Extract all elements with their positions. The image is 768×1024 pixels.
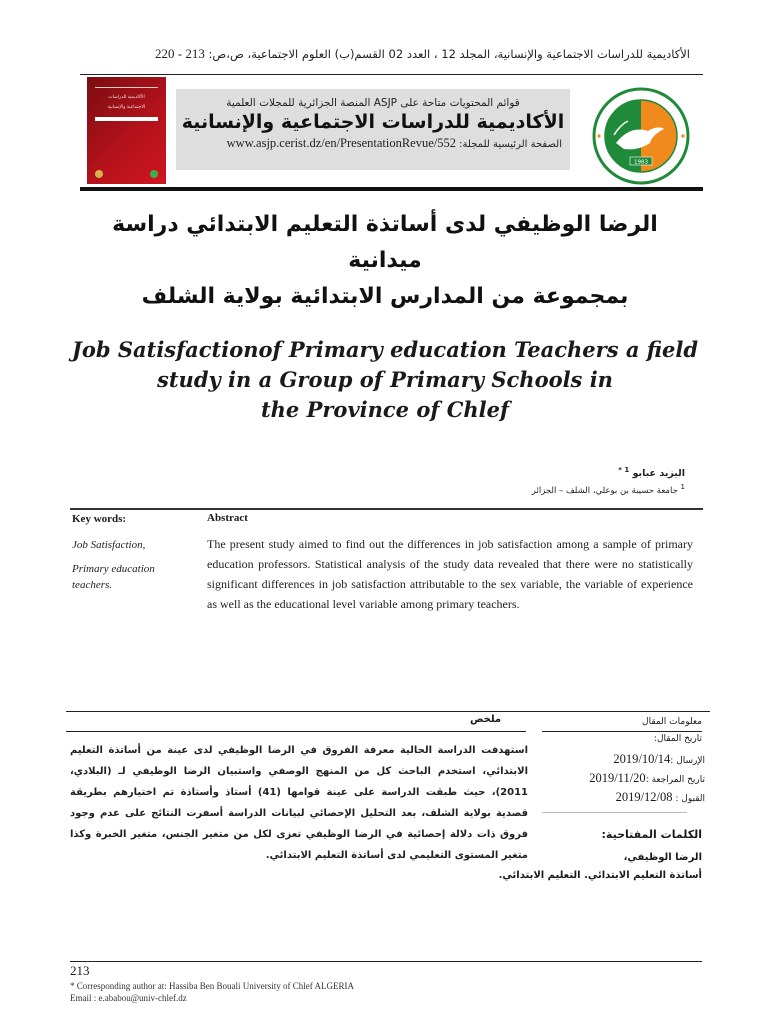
abstract-text: The present study aimed to find out the differences in job satisfaction among a sample of primary education professors. Statistical analysis of the study data revealed that there were no statistically significant differences in job satisfaction attributable to the sex variable, the variable of experience as well as the educational level variable among primary teachers. (207, 537, 693, 611)
running-head-text: الأكاديمية للدراسات الاجتماعية والإنسانية، المجلد 12 ، العدد 02 القسم(ب) العلوم الاجتماعية، ص،ص: (204, 47, 690, 61)
cover-university-icon (150, 170, 158, 178)
abstract-label: Abstract (207, 512, 248, 524)
banner-homepage (176, 136, 570, 151)
running-head-pages: 213 - 220 (154, 46, 205, 61)
banner-homepage-url[interactable]: www.asjp.cerist.dz/en/PresentationRevue/552 (226, 136, 456, 150)
english-title-line3: the Province of Chlef (260, 397, 510, 422)
date-label: القبول : (672, 794, 705, 804)
article-info-bottom-rule (542, 812, 687, 813)
date-value: 2019/10/14 (613, 752, 671, 766)
article-date-row (535, 771, 705, 786)
journal-banner (176, 89, 570, 170)
arabic-abstract-label: ملخص (470, 714, 502, 725)
english-title (70, 335, 700, 425)
corresponding-author-note: * Corresponding author at: Hassiba Ben Bouali University of Chlef ALGERIA (70, 981, 354, 991)
corresponding-email[interactable]: Email : e.ababou@univ-chlef.dz (70, 993, 187, 1003)
keyword-item: Primary education (72, 563, 155, 575)
page-number: 213 (70, 963, 90, 978)
journal-cover-image (87, 77, 166, 184)
english-title-line1: Job Satisfactionof Primary education Teachers a field (71, 337, 699, 362)
arabic-section-top-rule (66, 711, 710, 712)
date-value: 2019/11/20 (589, 771, 646, 785)
arabic-title-line1: الرضا الوظيفي لدى أساتذة التعليم الابتدائي دراسة ميدانية (112, 212, 658, 273)
author-marks: 1 * (618, 466, 630, 474)
arabic-keyword-item: أساتذة التعليم الابتدائي. التعليم الابتدائي. (498, 870, 702, 881)
keyword-item: teachers. (72, 579, 113, 591)
abstract-top-rule (70, 508, 703, 510)
date-label: الإرسال : (670, 756, 705, 766)
cover-title-line2: الاجتماعية والإنسانية (107, 105, 146, 110)
cover-emblem-icon (95, 170, 103, 178)
article-info-label: معلومات المقال (642, 717, 702, 727)
cover-title-line1: الأكاديمية للدراسات (108, 95, 145, 100)
header-bottom-rule (80, 187, 703, 191)
arabic-keyword-item: الرضا الوظيفي، (623, 852, 702, 863)
date-label: تاريخ المراجعة : (645, 775, 705, 785)
author-affiliation: جامعة حسيبة بن بوعلي، الشلف – الجزائر (531, 485, 678, 496)
university-seal-icon (580, 85, 702, 187)
affiliation-mark: 1 (680, 483, 685, 492)
running-head (60, 46, 690, 62)
footer-rule (70, 961, 702, 962)
arabic-abstract-text: استهدفت الدراسة الحالية معرفة الفروق في الرضا الوظيفي لدى عينة من أساتذة التعليم الابتدائي، استخدم الباحث كل من المنهج الوصفي واستبيان الرضا الوظيفي لـ (البلادي، 2011)، حيث طبقت الدراسة على عينة قوامها (41) أستاذ وأستاذة تم اختيارهم بطريقة قصدية بولاية الشلف، بعد التحليل الإحصائي لبيانات الدراسة أسفرت النتائج على عدم وجود فروق ذات دلالة إحصائية في الرضا الوظيفي تعزى لكل من متغير الجنس، متغير الخبرة وكذا متغير المستوى التعليمي لدى أساتذة التعليم الابتدائي. (70, 745, 528, 861)
author-name: اليزيد عبابو (632, 468, 685, 480)
university-logo (580, 85, 702, 187)
article-info-rule (542, 731, 702, 732)
article-date-row (535, 790, 705, 805)
article-date-row (535, 752, 705, 767)
author-affiliation-line (420, 483, 685, 496)
author-block (420, 466, 685, 496)
keyword-item: Job Satisfaction, (72, 539, 146, 551)
english-title-line2: study in a Group of Primary Schools in (157, 367, 613, 392)
banner-availability-text: قوائم المحتويات متاحة على ASJP المنصة الجزائرية للمجلات العلمية (226, 97, 520, 109)
keywords-label: Key words: (72, 513, 127, 525)
arabic-keywords-label: الكلمات المفتاحية: (601, 828, 702, 841)
banner-journal-title: الأكاديمية للدراسات الاجتماعية والإنسانية (181, 111, 565, 133)
cover-white-bar (95, 117, 158, 121)
svg-text:1983: 1983 (634, 159, 648, 166)
arabic-title-line2: بمجموعة من المدارس الابتدائية بولاية الشلف (141, 284, 629, 309)
author-name-line (420, 466, 685, 479)
arabic-abstract-rule (66, 731, 526, 732)
date-value: 2019/12/08 (615, 790, 673, 804)
header-top-rule (80, 74, 703, 75)
arabic-title (80, 207, 690, 315)
article-history-label: تاريخ المقال: (653, 734, 702, 744)
banner-homepage-label: الصفحة الرئيسية للمجلة: (456, 139, 562, 150)
cover-rule (95, 87, 158, 88)
